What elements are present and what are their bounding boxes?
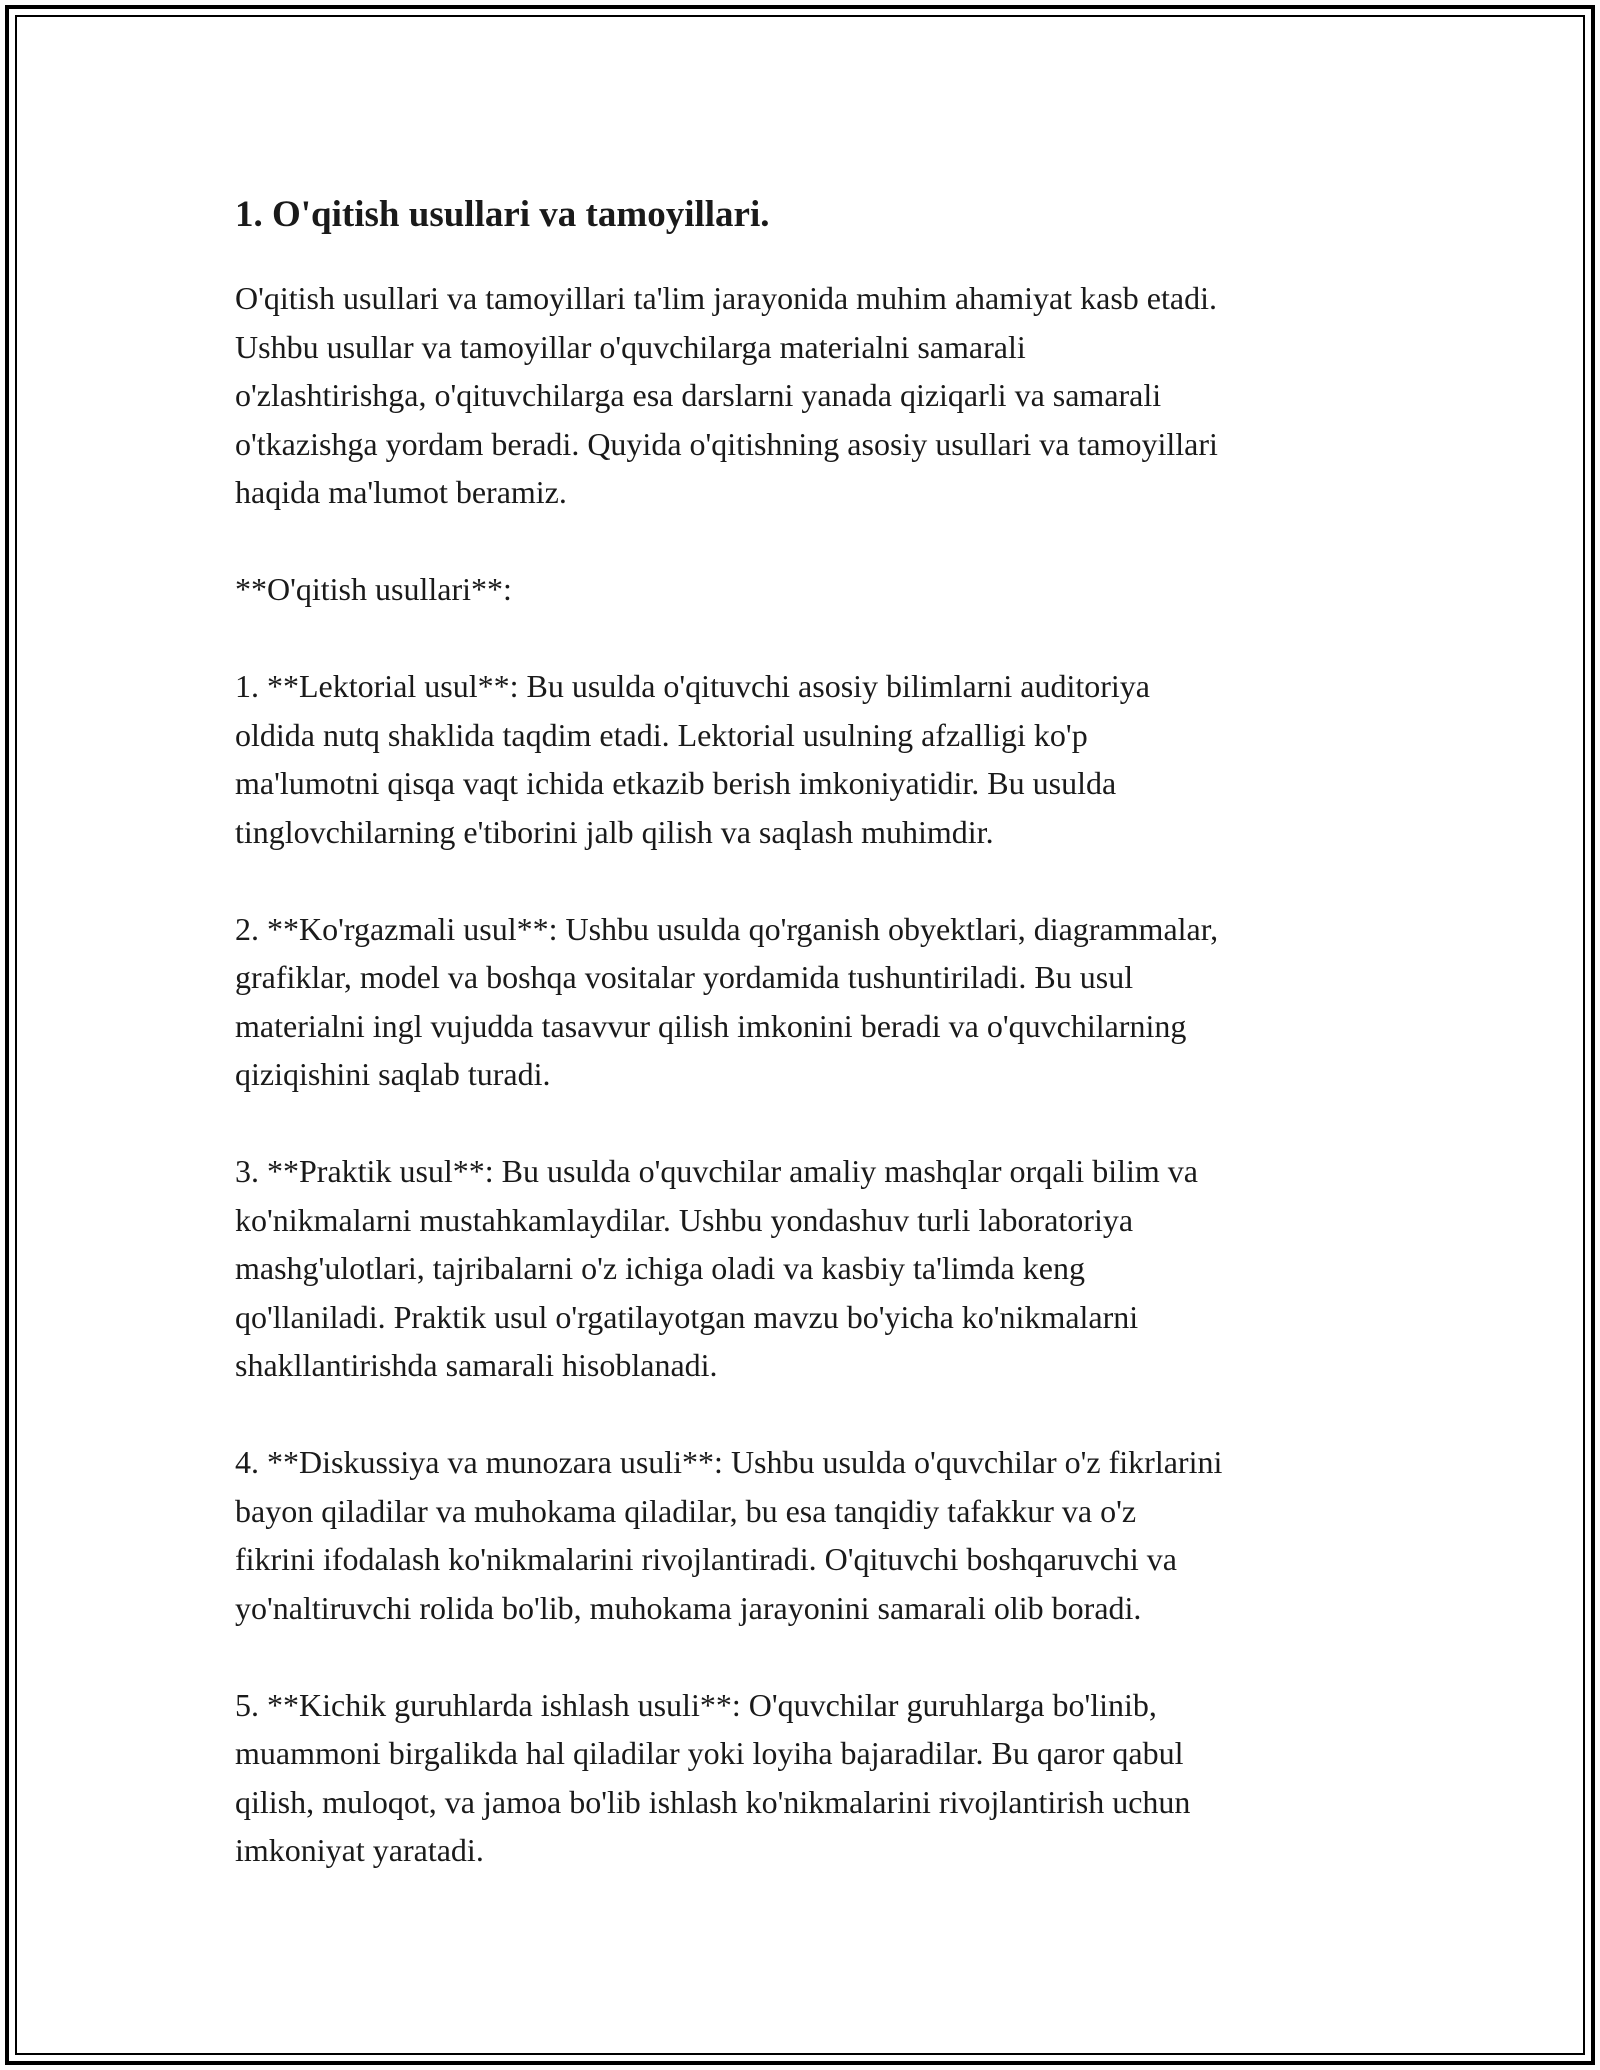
- method-item-small-groups: 5. **Kichik guruhlarda ishlash usuli**: O'quvchilar guruhlarga bo'linib, muammoni birgalikda hal qiladilar yoki loyiha bajaradilar. Bu qaror qabul qilish, muloqot, va jamoa bo'lib ishlash ko'nikmalarini rivojlantirish uchun imkoniyat yaratadi.: [235, 1686, 1191, 1868]
- method-item-discussion: 4. **Diskussiya va munozara usuli**: Ushbu usulda o'quvchilar o'z fikrlarini bayon qiladilar va muhokama qiladilar, bu esa tanqidiy tafakkur va o'z fikrini ifodalash ko'nikmalarini rivojlantiradi. O'qituvchi boshqaruvchi va yo'naltiruvchi rolida bo'lib, muhokama jarayonini samarali olib boradi.: [235, 1444, 1223, 1626]
- method-item-visual: 2. **Ko'rgazmali usul**: Ushbu usulda qo'rganish obyektlari, diagrammalar, grafiklar, model va boshqa vositalar yordamida tushuntiriladi. Bu usul materialni ingl vujudda tasavvur qilish imkonini beradi va o'quvchilarning qiziqishini saqlab turadi.: [235, 910, 1219, 1092]
- method-item-practical: 3. **Praktik usul**: Bu usulda o'quvchilar amaliy mashqlar orqali bilim va ko'nikmalarni mustahkamlaydilar. Ushbu yondashuv turli laboratoriya mashg'ulotlari, tajribalarni o'z ichiga oladi va kasbiy ta'limda keng qo'llaniladi. Praktik usul o'rgatilayotgan mavzu bo'yicha ko'nikmalarni shakllantirishda samarali hisoblanadi.: [235, 1153, 1198, 1383]
- document-body: [235, 186, 1375, 1923]
- method-item-lecture: 1. **Lektorial usul**: Bu usulda o'qituvchi asosiy bilimlarni auditoriya oldida nutq shaklida taqdim etadi. Lektorial usulning afzalligi ko'p ma'lumotni qisqa vaqt ichida etkazib berish imkoniyatidir. Bu usulda tinglovchilarning e'tiborini jalb qilish va saqlash muhimdir.: [235, 668, 1150, 850]
- intro-paragraph: O'qitish usullari va tamoyillari ta'lim jarayonida muhim ahamiyat kasb etadi. Ushbu usullar va tamoyillar o'quvchilarga materialni samarali o'zlashtirishga, o'qituvchilarga esa darslarni yanada qiziqarli va samarali o'tkazishga yordam beradi. Quyida o'qitishning asosiy usullari va tamoyillari haqida ma'lumot beramiz.: [235, 280, 1218, 510]
- section-heading: 1. O'qitish usullari va tamoyillari.: [235, 194, 770, 235]
- methods-subheading: **O'qitish usullari**:: [235, 571, 512, 607]
